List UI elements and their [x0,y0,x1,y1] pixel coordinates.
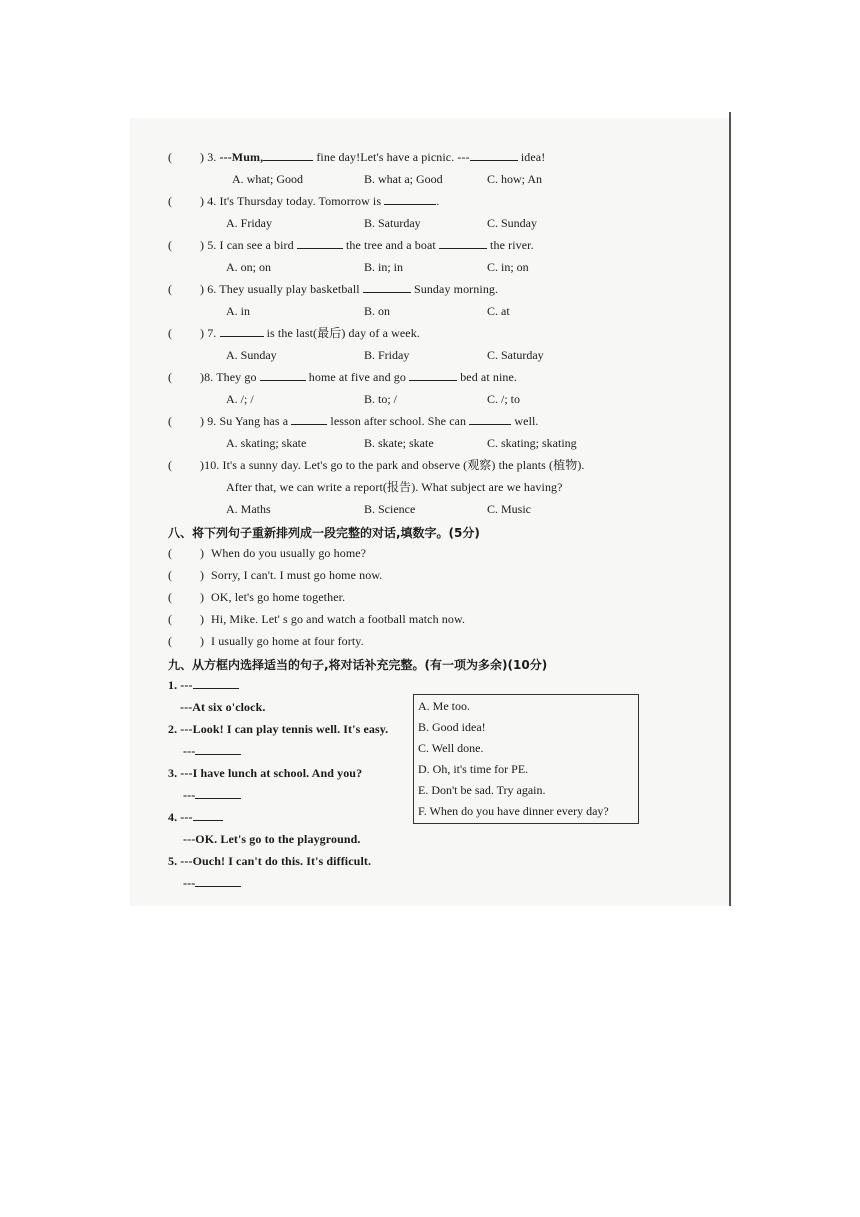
option-b: B. Science [364,502,416,516]
answer-paren: ( [168,414,172,428]
option-b: B. what a; Good [364,172,443,186]
dialog-line: 2. ---Look! I can play tennis well. It's easy. [168,722,389,736]
option-c: C. Saturday [487,348,544,362]
option-c: C. at [487,304,510,318]
answer-paren: ( [168,282,172,296]
option-a: A. Friday [226,216,272,230]
answer-paren: ( [168,238,172,252]
option-b: B. Friday [364,348,410,362]
option-a: A. skating; skate [226,436,307,450]
question-8: )8. They go home at five and go bed at nine. [200,370,518,384]
dialog-sentence: Hi, Mike. Let' s go and watch a football match now. [211,612,466,626]
section-9-heading: 九、从方框内选择适当的句子,将对话补充完整。(有一项为多余)(10分) [168,658,548,672]
answer-paren: ( [168,150,172,164]
option-c: C. how; An [487,172,543,186]
answer-paren: ( [168,612,172,626]
option-b: B. skate; skate [364,436,434,450]
choice-item: D. Oh, it's time for PE. [418,762,529,776]
answer-paren: ( [168,326,172,340]
margin-line [729,112,731,906]
dialog-line: --- [183,744,241,758]
dialog-sentence: Sorry, I can't. I must go home now. [211,568,383,582]
option-c: C. in; on [487,260,529,274]
question-3: ) 3. ---Mum, fine day!Let's have a picnic. --- idea! [200,150,546,164]
option-a: A. on; on [226,260,271,274]
option-b: B. to; / [364,392,398,406]
dialog-sentence: I usually go home at four forty. [211,634,364,648]
option-a: A. Sunday [226,348,277,362]
choice-item: E. Don't be sad. Try again. [418,783,546,797]
question-7: ) 7. is the last(最后) day of a week. [200,326,420,340]
option-a: A. in [226,304,250,318]
dialog-line: ---OK. Let's go to the playground. [183,832,361,846]
question-10: )10. It's a sunny day. Let's go to the park and observe (观察) the plants (植物). [200,458,585,472]
option-b: B. on [364,304,391,318]
option-c: C. /; to [487,392,521,406]
choice-item: B. Good idea! [418,720,486,734]
choice-item: A. Me too. [418,699,470,713]
answer-paren: ( [168,194,172,208]
question-6: ) 6. They usually play basketball Sunday morning. [200,282,499,296]
dialog-line: ---At six o'clock. [180,700,266,714]
answer-paren-close: ) [200,590,204,604]
choice-box [413,694,639,824]
question-9: ) 9. Su Yang has a lesson after school. She can well. [200,414,539,428]
dialog-line: 1. --- [168,678,239,692]
dialog-line: 5. ---Ouch! I can't do this. It's difficult. [168,854,372,868]
question-4: ) 4. It's Thursday today. Tomorrow is . [200,194,440,208]
section-8-heading: 八、将下列句子重新排列成一段完整的对话,填数字。(5分) [168,526,480,540]
option-a: A. /; / [226,392,254,406]
answer-paren: ( [168,370,172,384]
option-b: B. Saturday [364,216,421,230]
dialog-line: --- [183,788,241,802]
option-a: A. what; Good [232,172,303,186]
dialog-line: 4. --- [168,810,223,824]
choice-item: C. Well done. [418,741,484,755]
answer-paren: ( [168,458,172,472]
question-5: ) 5. I can see a bird the tree and a boat the river. [200,238,534,252]
option-a: A. Maths [226,502,271,516]
answer-paren-close: ) [200,568,204,582]
dialog-sentence: OK, let's go home together. [211,590,346,604]
dialog-line: 3. ---I have lunch at school. And you? [168,766,363,780]
option-c: C. Music [487,502,532,516]
answer-paren: ( [168,590,172,604]
answer-paren-close: ) [200,546,204,560]
answer-paren: ( [168,568,172,582]
answer-paren: ( [168,546,172,560]
option-b: B. in; in [364,260,404,274]
dialog-sentence: When do you usually go home? [211,546,367,560]
option-c: C. skating; skating [487,436,577,450]
choice-item: F. When do you have dinner every day? [418,804,609,818]
dialog-line: --- [183,876,241,890]
question-10-line2: After that, we can write a report(报告). What subject are we having? [226,480,563,494]
answer-paren-close: ) [200,612,204,626]
option-c: C. Sunday [487,216,538,230]
answer-paren: ( [168,634,172,648]
answer-paren-close: ) [200,634,204,648]
